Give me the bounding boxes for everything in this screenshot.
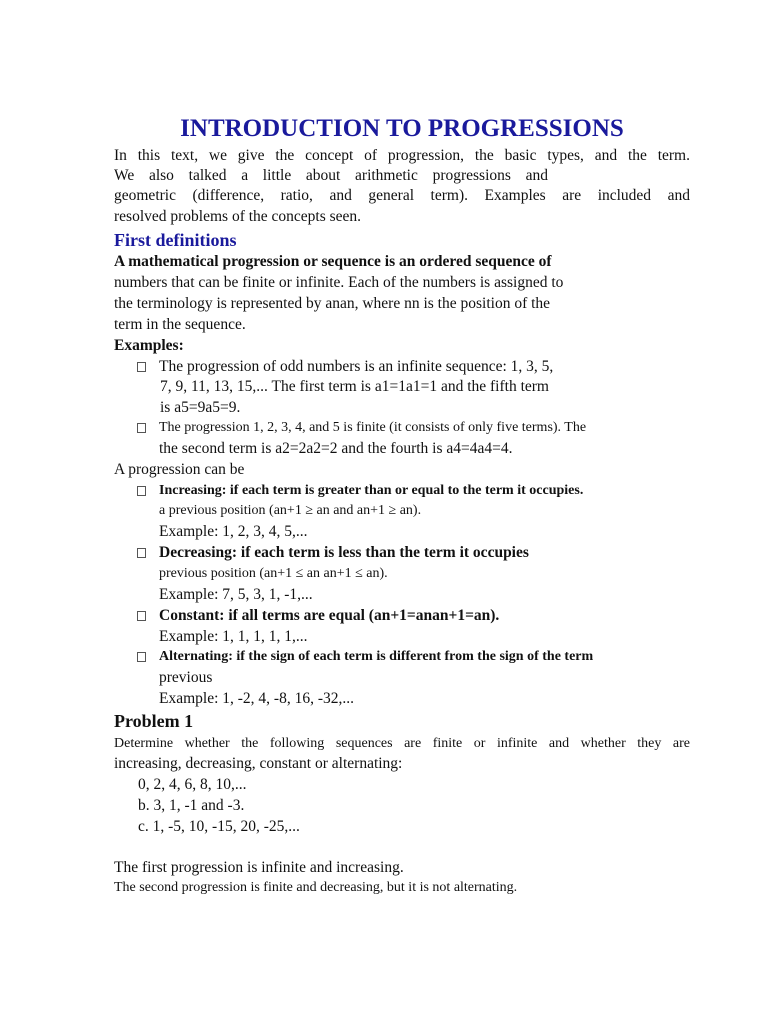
example-line: The progression 1, 2, 3, 4, and 5 is finite (it consists of only five terms). The [159, 420, 587, 435]
examples-label: Examples: [114, 337, 184, 354]
type-alternating-example: Example: 1, -2, 4, -8, 16, -32,... [159, 690, 355, 707]
type-constant-title: Constant: if all terms are equal (an+1=anan+1=an). [159, 607, 500, 624]
bullet-icon [137, 362, 146, 372]
problem-heading: Problem 1 [114, 711, 194, 731]
sequence-item: c. 1, -5, 10, -15, 20, -25,... [138, 818, 300, 835]
example-line: the second term is a2=2a2=2 and the fourth is a4=4a4=4. [159, 440, 513, 457]
type-increasing-example: Example: 1, 2, 3, 4, 5,... [159, 523, 308, 540]
type-alternating-cont: previous [159, 669, 213, 686]
type-decreasing-example: Example: 7, 5, 3, 1, -1,... [159, 586, 313, 603]
type-alternating-title: Alternating: if the sign of each term is different from the sign of the term [159, 649, 594, 664]
type-increasing-title: Increasing: if each term is greater than or equal to the term it occupies. [159, 483, 584, 498]
bullet-icon [137, 652, 146, 662]
example-line: is a5=9a5=9. [160, 399, 241, 416]
type-increasing-cont: a previous position (an+1 ≥ an and an+1 ≥ an). [159, 503, 422, 518]
types-intro: A progression can be [114, 461, 245, 478]
example-line: 7, 9, 11, 13, 15,... The first term is a1=1a1=1 and the fifth term [160, 378, 549, 395]
problem-line: increasing, decreasing, constant or alternating: [114, 755, 403, 772]
intro-line: In this text, we give the concept of progression, the basic types, and the term. [114, 147, 690, 164]
type-decreasing-title: Decreasing: if each term is less than the term it occupies [159, 544, 529, 561]
section-heading: First definitions [114, 230, 237, 250]
problem-line: Determine whether the following sequences are finite or infinite and whether they are [114, 736, 690, 751]
type-constant-example: Example: 1, 1, 1, 1, 1,... [159, 628, 308, 645]
intro-line: geometric (difference, ratio, and general term). Examples are included and [114, 187, 690, 204]
answer-line: The second progression is finite and decreasing, but it is not alternating. [114, 880, 518, 895]
definition-line: numbers that can be finite or infinite. Each of the numbers is assigned to [114, 274, 564, 291]
bullet-icon [137, 423, 146, 433]
sequence-item: b. 3, 1, -1 and -3. [138, 797, 245, 814]
type-decreasing-cont: previous position (an+1 ≤ an an+1 ≤ an). [159, 566, 388, 581]
definition-line: term in the sequence. [114, 316, 246, 333]
definition-bold-line: A mathematical progression or sequence is an ordered sequence of [114, 253, 552, 270]
definition-line: the terminology is represented by anan, where nn is the position of the [114, 295, 551, 312]
example-line: The progression of odd numbers is an infinite sequence: 1, 3, 5, [159, 358, 554, 375]
intro-line: resolved problems of the concepts seen. [114, 208, 362, 225]
page-title: INTRODUCTION TO PROGRESSIONS [180, 115, 624, 142]
answer-line: The first progression is infinite and increasing. [114, 859, 404, 876]
sequence-item: 0, 2, 4, 6, 8, 10,... [138, 776, 247, 793]
bullet-icon [137, 611, 146, 621]
intro-line: We also talked a little about arithmetic progressions and [114, 167, 548, 184]
bullet-icon [137, 486, 146, 496]
bullet-icon [137, 548, 146, 558]
